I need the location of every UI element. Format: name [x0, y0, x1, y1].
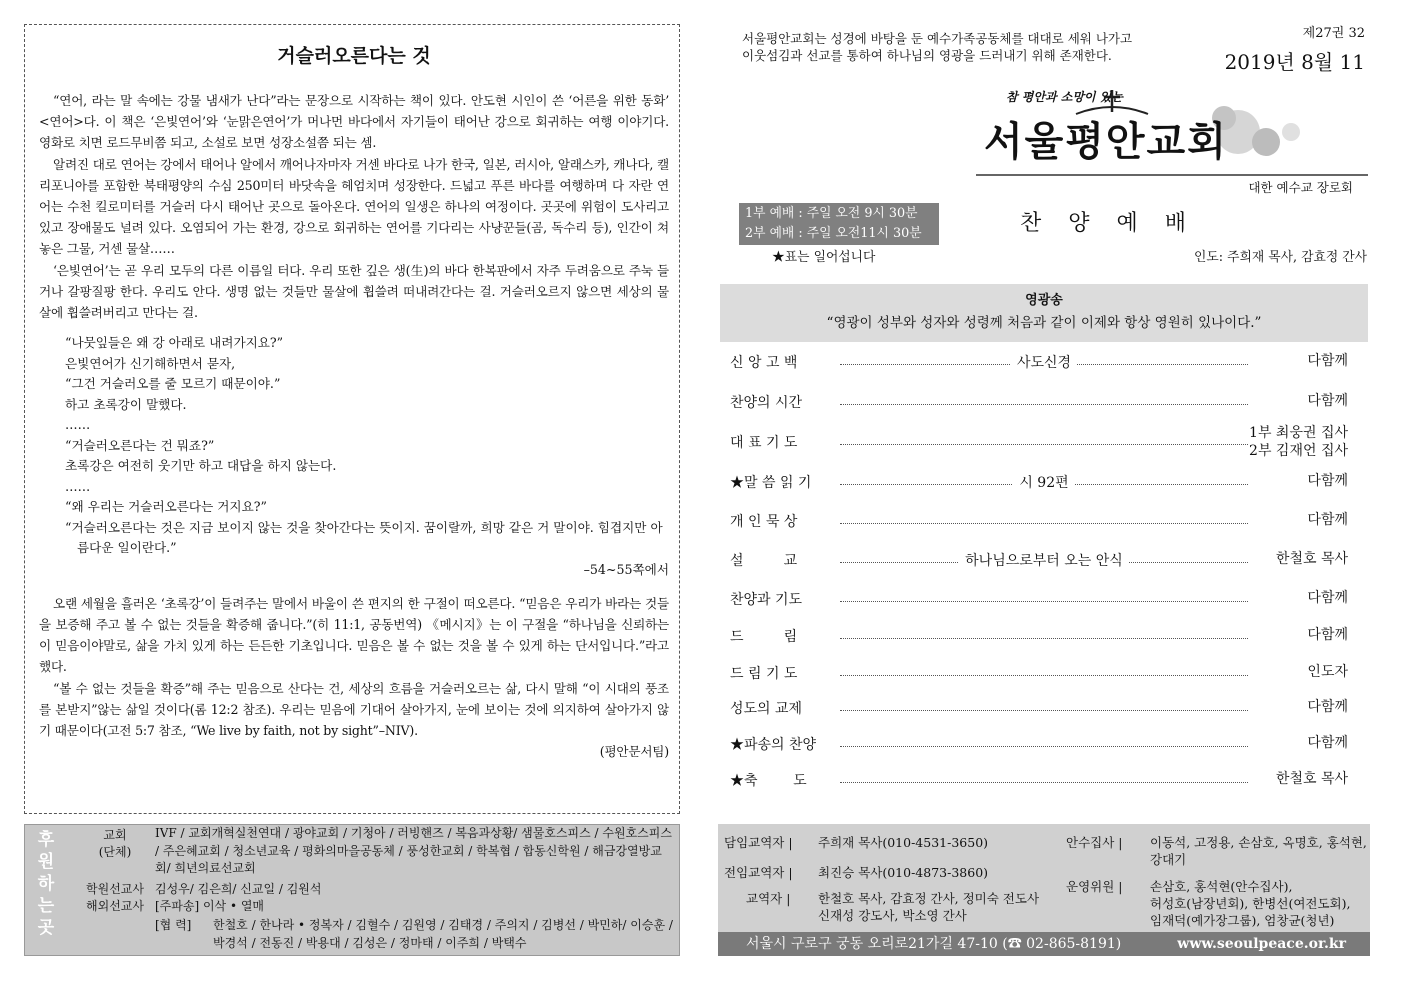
church-address: 서울시 구로구 궁동 오리로21가길 47-10 (☎ 02-865-8191) [746, 936, 1122, 952]
fulltime-pastor: 최진승 목사(010-4873-3860) [818, 865, 989, 880]
church-logo [976, 88, 1368, 180]
order-title: 신 앙 고 백 [730, 355, 798, 371]
order-person: 다함께 [1307, 590, 1348, 606]
leader-dots [840, 746, 1248, 747]
order-content: 사도신경 [1011, 355, 1077, 371]
order-item [730, 472, 1368, 494]
order-item [730, 698, 1368, 720]
quote-line: “나뭇잎들은 왜 강 아래로 내려가지요?” [65, 335, 284, 351]
order-person: 인도자 [1307, 664, 1348, 680]
order-person: 다함께 [1307, 393, 1348, 409]
support-missionaries: 김성우/ 김은희/ 신교일 / 김원석 [155, 882, 322, 896]
support-title-char: 는 [37, 896, 55, 916]
elders-label: 안수집사 | [1066, 835, 1123, 850]
order-item [730, 352, 1368, 374]
order-title: 드 림 기 도 [730, 666, 798, 682]
worship-title: 찬 양 예 배 [1020, 211, 1196, 236]
order-title: 찬양과 기도 [730, 592, 803, 608]
senior-pastor-label: 담임교역자 | [724, 835, 793, 850]
order-title: ★말 씀 읽 기 [730, 475, 812, 491]
order-content-wrap [850, 352, 1238, 372]
order-title: 설 교 [730, 553, 798, 569]
service-time: 2부 예배 : 주일 오전11시 30분 [745, 226, 922, 241]
order-title: 개 인 묵 상 [730, 514, 798, 530]
order-person: 다함께 [1307, 353, 1348, 369]
order-content-wrap [850, 472, 1238, 492]
service-times [739, 203, 939, 245]
church-website[interactable]: www.seoulpeace.or.kr [1177, 936, 1346, 952]
leader-dots [840, 638, 1248, 639]
quote-line: 은빛연어가 신기해하면서 묻자, [65, 355, 236, 371]
order-content-wrap [850, 550, 1238, 570]
volume-number: 제27권 32 [1302, 26, 1365, 41]
bulletin-date: 2019년 8월 11 [1224, 50, 1365, 74]
order-item [730, 589, 1368, 611]
support-title [31, 829, 61, 939]
denomination: 대한 예수교 장로회 [1248, 180, 1353, 195]
elders: 이동석, 고정용, 손삼호, 옥명호, 홍석현, 강대기 [1150, 835, 1367, 867]
mission-line: 이웃섬김과 선교를 통하여 하나님의 영광을 드러내기 위해 존재한다. [742, 48, 1112, 63]
book-quote [65, 333, 669, 559]
quote-line: 초록강은 여전히 웃기만 하고 대답을 하지 않는다. [65, 458, 337, 474]
order-content: 시 92편 [1013, 475, 1074, 491]
church-address-bar [718, 932, 1370, 956]
support-missionary-label: 학원선교사 해외선교사 [86, 882, 144, 913]
worship-leaders: 인도: 주희재 목사, 감효정 간사 [1194, 250, 1367, 265]
order-item [730, 425, 1368, 459]
order-item [730, 663, 1368, 685]
order-item [730, 550, 1368, 572]
order-content: 하나님으로부터 오는 안식 [959, 553, 1129, 569]
order-item [730, 734, 1368, 756]
leader-dots [840, 601, 1248, 602]
quote-line: “그건 거슬러오를 줄 모르기 때문이야.” [65, 376, 281, 392]
support-title-char: 후 [37, 830, 55, 850]
order-person: 다함께 [1307, 699, 1348, 715]
committee-label: 운영위원 | [1066, 879, 1123, 894]
leader-dots [840, 444, 1248, 445]
essay-paragraph-3: ‘은빛연어’는 곧 우리 모두의 다른 이름일 터다. 우리 또한 깊은 생(生)의 바다 한복판에서 자주 두려움으로 주눅 들거나 갈팡질팡 한다. 우리도 안다. 생명 없는 것들만 물살에 휩쓸려 떠내려간다는 걸. 거슬러오르지 않으면 세상의 물살에 휩쓸려버리고 만다는 걸. [39, 262, 669, 321]
order-person: 다함께 [1307, 735, 1348, 751]
staff-box [718, 824, 1370, 932]
support-groups-label: 교회 (단체) [98, 828, 132, 859]
quote-line: …… [65, 478, 91, 494]
essay-paragraph-2: 알려진 대로 연어는 강에서 태어나 알에서 깨어나자마자 거센 바다로 나가 한국, 일본, 러시아, 알래스카, 캐나다, 캘리포니아를 포함한 북태평양의 수심 250미터 바닷속을 헤엄치며 성장한다. 드넓고 푸른 바다를 여행하며 다 자란 연어는 수천 킬로미터를 거슬러 다시 태어난 곳으로 돌아온다. 연어의 일생은 하나의 여정이다. 곳곳에 위험이 도사리고 있고 장애물도 널려 있다. 오염되어 가는 환경, 강으로 회귀하는 연어를 기다리는 사냥꾼들(곰, 독수리 등), 인간이 쳐놓은 그물, 거센 물살…… [39, 156, 669, 257]
essay-box [24, 24, 680, 814]
order-person: 다함께 [1307, 512, 1348, 528]
leader-dots [840, 782, 1248, 783]
essay-title: 거슬러오른다는 것 [277, 45, 431, 67]
order-title: 대 표 기 도 [730, 435, 798, 451]
ministers: 한철호 목사, 감효정 간사, 정미숙 전도사 신재성 강도사, 박소영 간사 [818, 891, 1040, 923]
order-person: 다함께 [1307, 627, 1348, 643]
order-person: 한철호 목사 [1275, 551, 1348, 567]
order-item [730, 626, 1368, 648]
logo-name: 서울평안교회 [984, 119, 1228, 165]
quote-line: “왜 우리는 거슬러오른다는 거지요?” [65, 499, 267, 515]
order-title: 성도의 교제 [730, 701, 803, 717]
support-kenya: [주파송] 이삭 • 열매 [155, 899, 265, 913]
gloria-text: “영광이 성부와 성자와 성령께 처음과 같이 이제와 항상 영원히 있나이다.” [826, 315, 1262, 331]
order-item [730, 770, 1368, 792]
order-person: 다함께 [1307, 473, 1348, 489]
support-title-char: 곳 [37, 918, 55, 938]
order-title: 찬양의 시간 [730, 395, 803, 411]
order-title: ★파송의 찬양 [730, 737, 817, 753]
leader-dots [840, 710, 1248, 711]
support-partners-label: [협 력] [155, 918, 192, 932]
support-partners: 한철호 / 한나라 • 정복자 / 김혈수 / 김원영 / 김태경 / 주의지 / 김병선 / 박민하/ 이승훈 / 박경석 / 전동진 / 박용대 / 김성은 / 정마태 / 이주희 / 박택수 [213, 918, 673, 950]
gloria-title: 영광송 [1025, 293, 1063, 308]
support-title-char: 원 [37, 852, 55, 872]
mission-statement [742, 30, 1132, 64]
logo-slogan: 참 평안과 소망이 있는 [1006, 90, 1123, 104]
leader-dots [840, 404, 1248, 405]
ministers-label: 교역자 | [746, 891, 791, 906]
order-title: ★축 도 [730, 773, 807, 789]
gloria-patri [720, 284, 1368, 342]
essay-paragraph-1: “연어, 라는 말 속에는 강물 냄새가 난다”라는 문장으로 시작하는 책이 있다. 안도현 시인이 쓴 ‘어른을 위한 동화’ <연어>다. 이 책은 ‘은빛연어’와 ‘눈맑은연어’가 머나먼 바다에서 자기들이 태어난 강으로 회귀하는 여행 이야기다. 영화로 치면 로드무비쯤 되고, 소설로 보면 성장소설쯤 되는 셈. [39, 93, 669, 151]
quote-source: –54~55쪽에서 [583, 561, 669, 577]
stand-note: ★표는 일어섭니다 [772, 250, 876, 265]
order-person: 한철호 목사 [1275, 771, 1348, 787]
mission-line: 서울평안교회는 성경에 바탕을 둔 예수가족공동체를 대대로 세워 나가고 [742, 31, 1133, 46]
support-groups: IVF / 교회개혁실천연대 / 광야교회 / 기청아 / 러빙핸즈 / 복음과상황/ 샘물호스피스 / 수원호스피스 / 주은혜교회 / 청소년교육 / 평화의마을공동체 / 풍성한교회 / 학복협 / 합동신학원 / 해금강열방교회/ 희년의료선교회 [155, 826, 672, 875]
committee: 손삼호, 홍석현(안수집사), 허성호(남장년회), 한병선(여전도회), 임재덕(예가장그룹), 엄창균(청년) [1150, 879, 1351, 928]
order-title: 드 림 [730, 629, 798, 645]
order-item [730, 392, 1368, 414]
leader-dots [840, 523, 1248, 524]
quote-line: …… [65, 417, 91, 433]
senior-pastor: 주희재 목사(010-4531-3650) [818, 835, 989, 850]
leader-dots [840, 675, 1248, 676]
fulltime-pastor-label: 전임교역자 | [724, 865, 793, 880]
essay-paragraph-5: “볼 수 없는 것들을 확증”해 주는 믿음으로 산다는 건, 세상의 흐름을 거슬러오르는 삶, 다시 말해 “이 시대의 풍조를 본받지”않는 삶일 것이다(롬 12:2 참조). 우리는 믿음에 기대어 살아가지, 눈에 보이는 것에 의지하여 살아가지 않기 때문이다(고전 5:7 참조, “We live by faith, not by sight”–NIV). [39, 680, 669, 738]
order-person: 1부 최웅권 집사 2부 김재언 집사 [1249, 425, 1348, 459]
essay-author: (평안문서팀) [599, 744, 669, 760]
support-title-char: 하 [37, 874, 55, 894]
essay-paragraph-4: 오랜 세월을 흘러온 ‘초록강’이 들려주는 말에서 바울이 쓴 편지의 한 구절이 떠오른다. “믿음은 우리가 바라는 것들을 보증해 주고 볼 수 없는 것들을 확증해 줍니다.”(히 11:1, 공동번역) 《메시지》는 이 구절을 “하나님을 신뢰하는 이 믿음이야말로, 삶을 가치 있게 하는 든든한 기초입니다. 믿음은 볼 수 없는 것을 볼 수 있게 하는 단서입니다.”라고 했다. [39, 595, 669, 675]
support-box [24, 824, 680, 956]
order-item [730, 511, 1368, 533]
service-time: 1부 예배 : 주일 오전 9시 30분 [745, 206, 918, 221]
quote-line: “거슬러오른다는 건 뭐죠?” [65, 437, 215, 453]
quote-line: 하고 초록강이 말했다. [65, 396, 187, 412]
quote-line: “거슬러오른다는 것은 지금 보이지 않는 것을 찾아간다는 뜻이지. 꿈이랄까, 희망 같은 거 말이야. 힘겹지만 아름다운 일이란다.” [65, 519, 663, 556]
